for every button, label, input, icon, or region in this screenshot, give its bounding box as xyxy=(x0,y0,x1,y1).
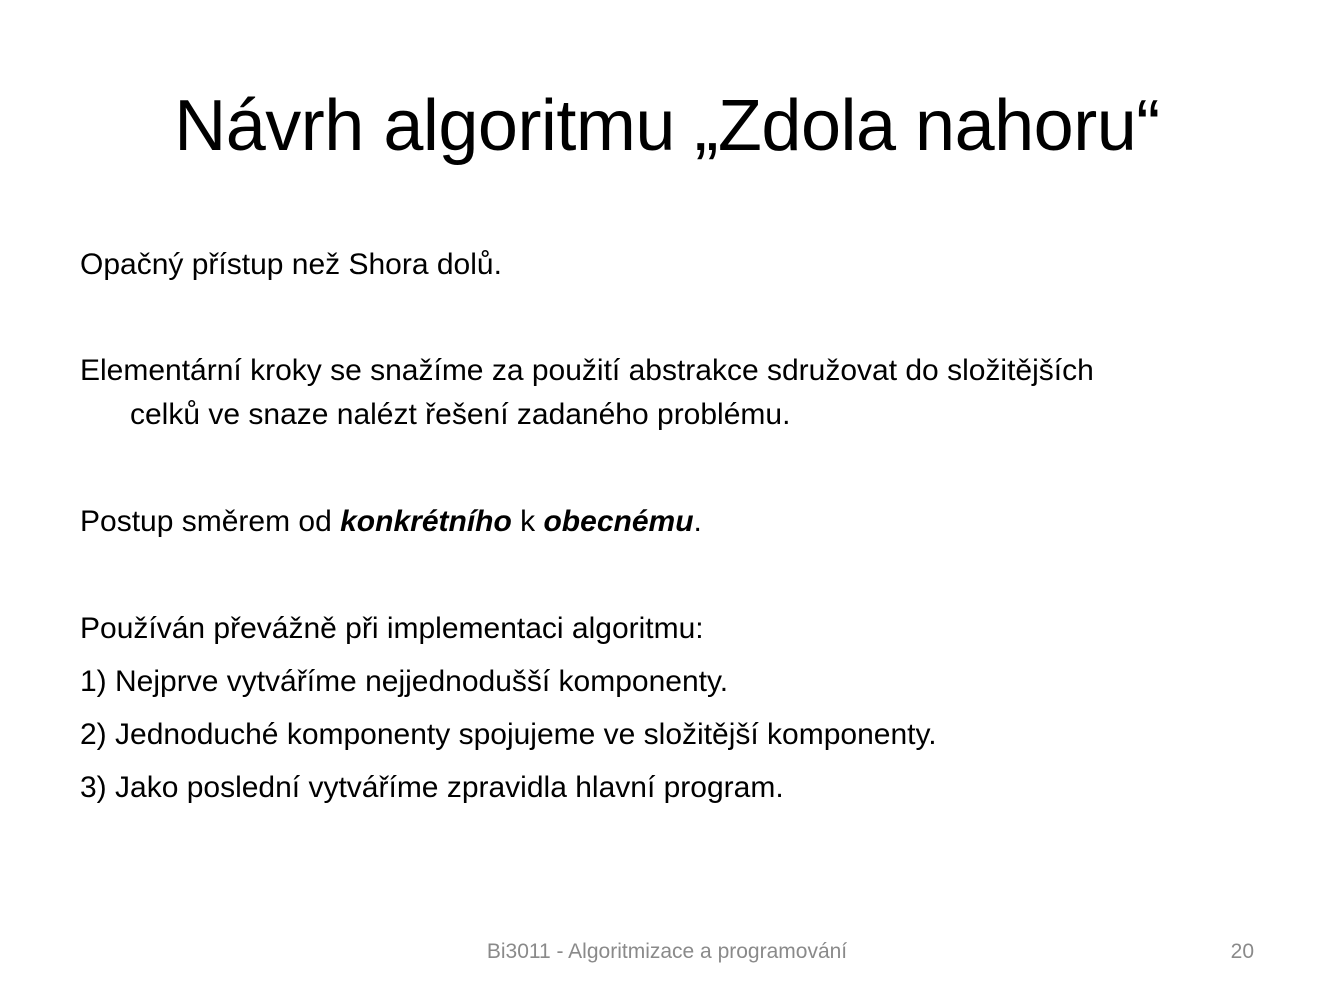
direction-emphasis-general: obecnému xyxy=(543,505,694,538)
slide-footer: Bi3011 - Algoritmizace a programování xyxy=(486,940,848,963)
direction-text-middle: k xyxy=(511,505,544,538)
paragraph-elementary-steps-line2: celků ve snaze nalézt řešení zadaného problému. xyxy=(130,398,791,431)
direction-text-after: . xyxy=(693,505,702,538)
slide-page-number: 20 xyxy=(1230,940,1254,963)
paragraph-direction xyxy=(80,503,702,541)
paragraph-elementary-steps xyxy=(80,352,1094,434)
direction-text-before: Postup směrem od xyxy=(80,505,341,538)
paragraph-elementary-steps-line1: Elementární kroky se snažíme za použití abstrakce sdružovat do složitějších xyxy=(80,354,1094,387)
step-item-3: 3) Jako poslední vytváříme zpravidla hlavní program. xyxy=(80,771,784,804)
paragraph-opposite-approach: Opačný přístup než Shora dolů. xyxy=(80,248,502,281)
direction-emphasis-concrete: konkrétního xyxy=(340,505,512,538)
step-item-1: 1) Nejprve vytváříme nejjednodušší komponenty. xyxy=(80,665,729,698)
step-item-2: 2) Jednoduché komponenty spojujeme ve složitější komponenty. xyxy=(80,718,937,751)
paragraph-usage: Používán převážně při implementaci algoritmu: xyxy=(80,612,704,645)
slide-title: Návrh algoritmu „Zdola nahoru“ xyxy=(174,86,1160,166)
